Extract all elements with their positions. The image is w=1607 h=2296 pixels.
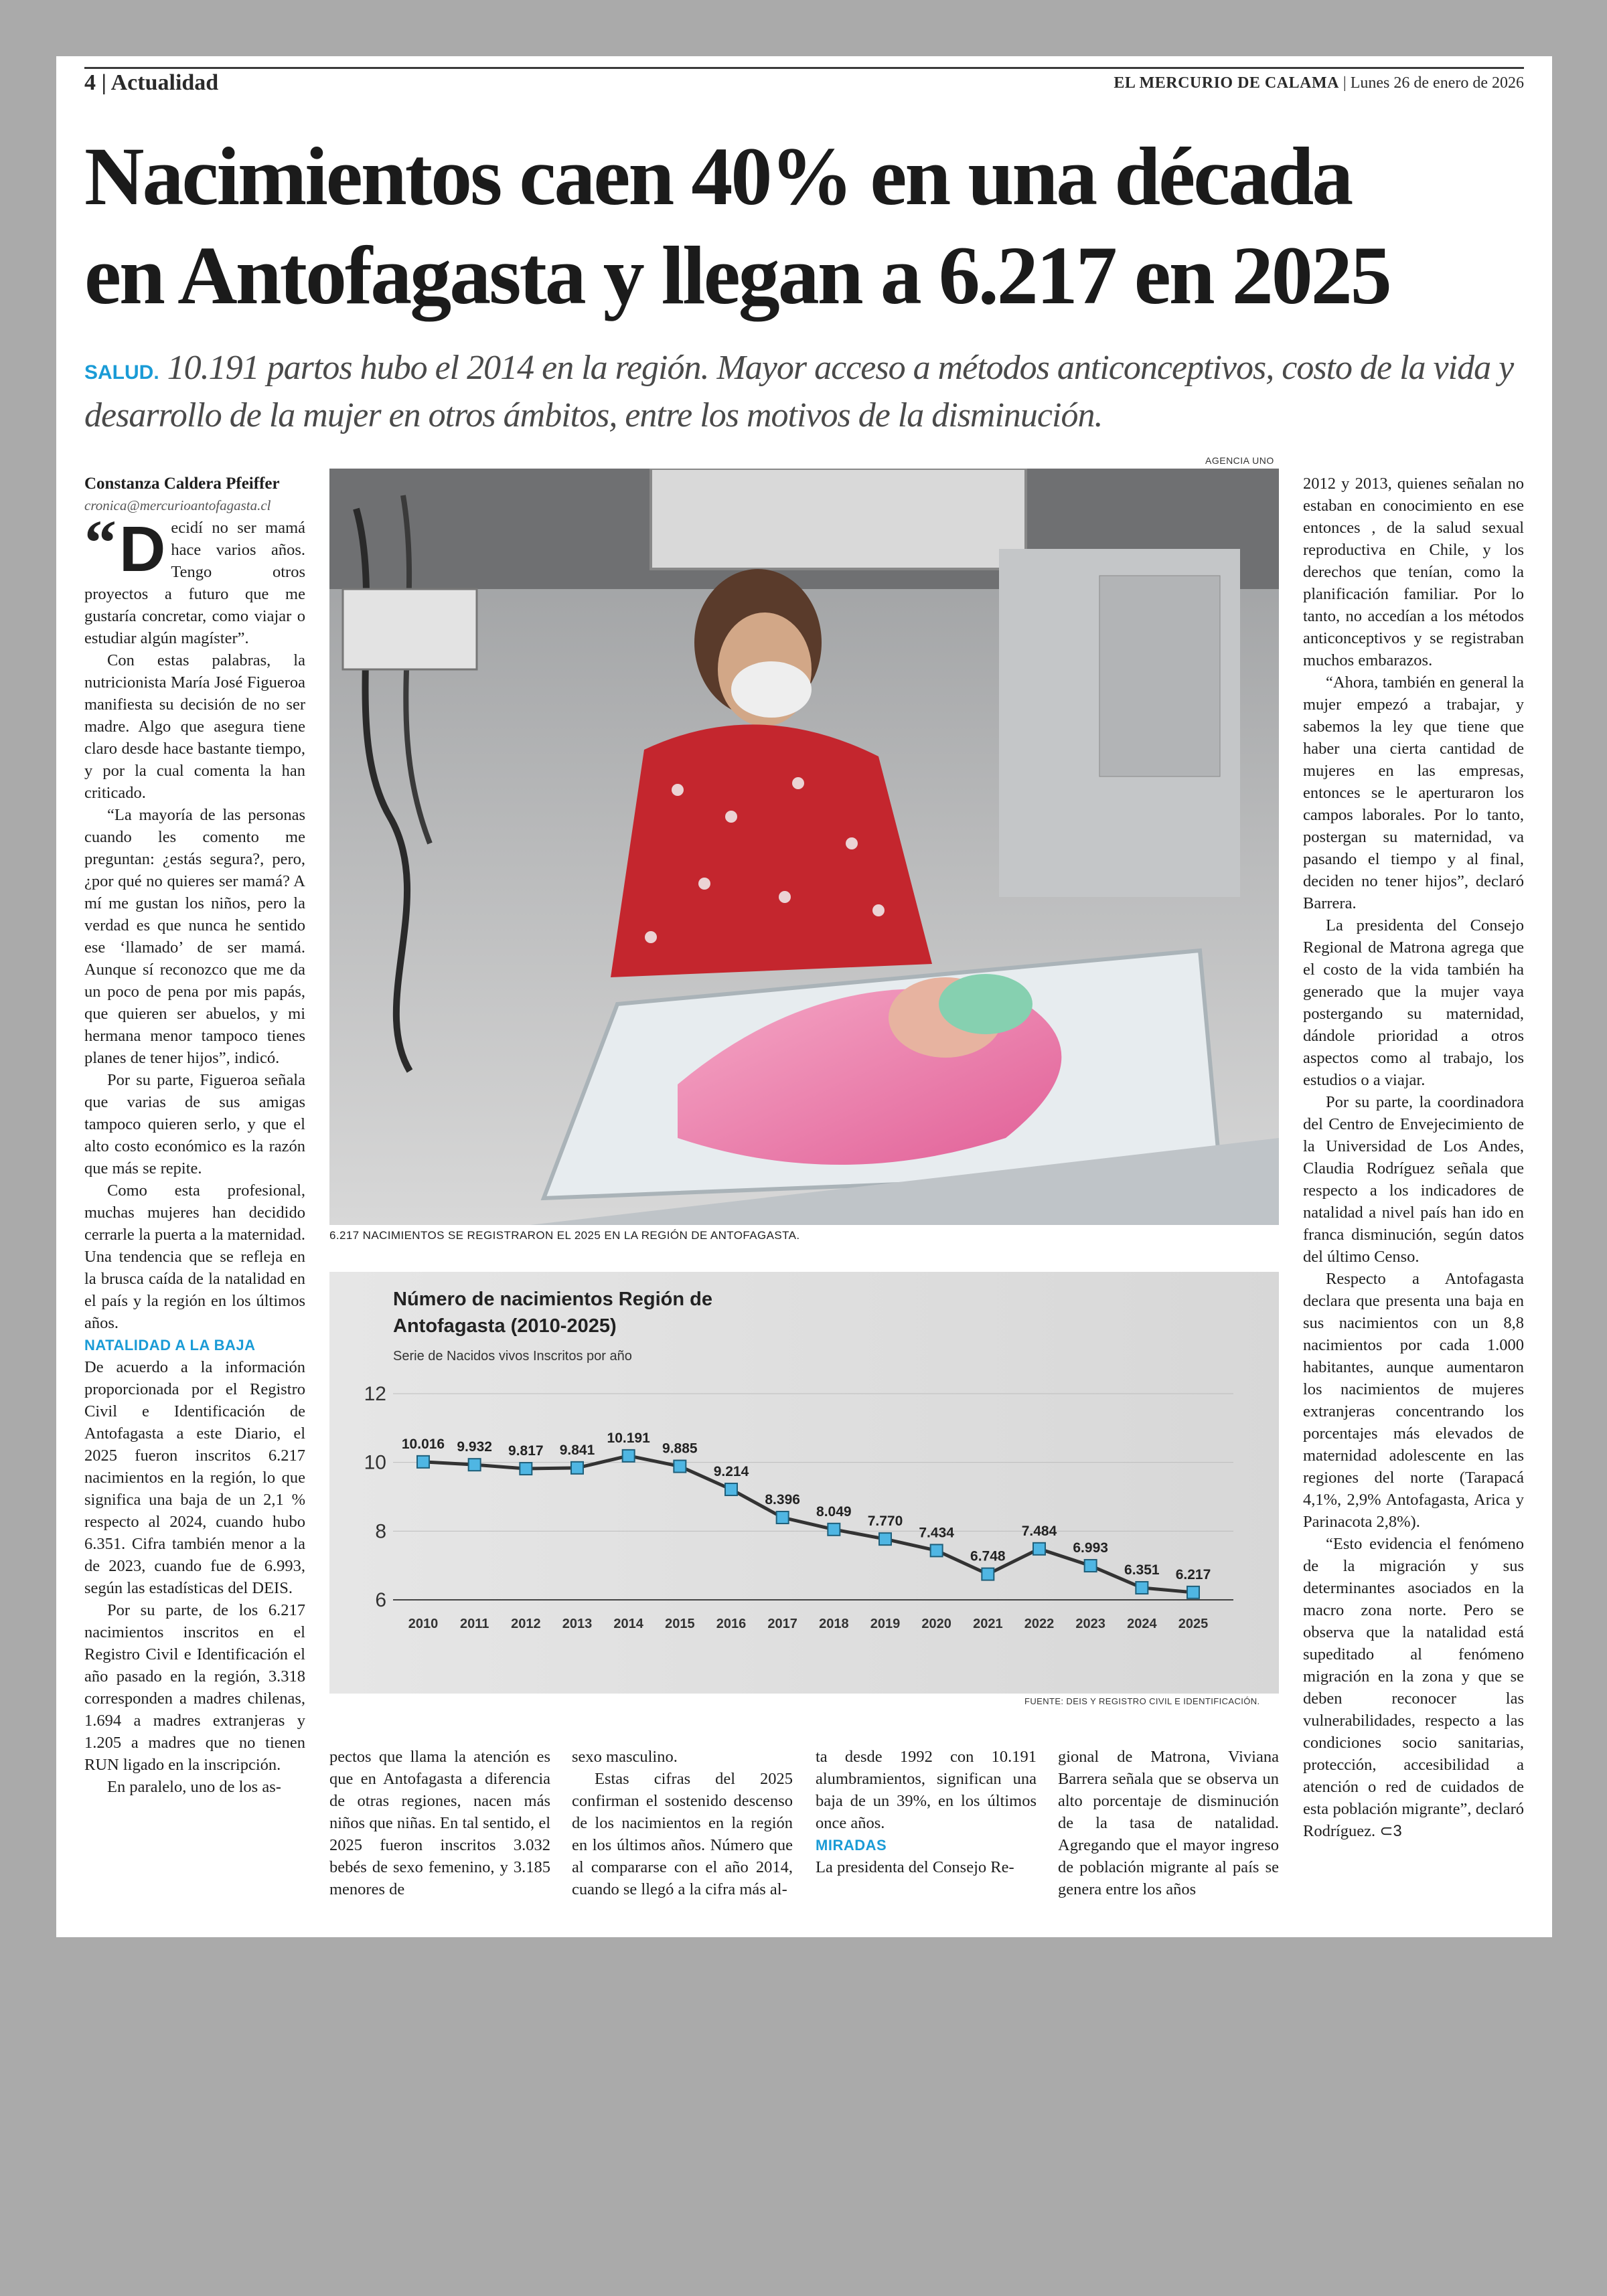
paragraph: Con estas palabras, la nutricionista María José Figueroa manifiesta su decisión de no ser madre. Algo que asegura tiene claro desde hace bastante tiempo, y por la cual comenta la han criticado. — [84, 651, 305, 802]
paragraph: En paralelo, uno de los as- — [107, 1778, 281, 1796]
byline-email: cronica@mercurioantofagasta.cl — [84, 497, 271, 513]
births-line-chart — [329, 1272, 1279, 1694]
data-label: 9.932 — [457, 1439, 492, 1455]
x-tick-label: 2023 — [1075, 1617, 1105, 1631]
x-tick-label: 2017 — [767, 1617, 797, 1631]
photo-credit: AGENCIA UNO — [1205, 455, 1274, 466]
lead-paragraph — [84, 507, 305, 649]
section-name: Actualidad — [110, 70, 219, 95]
paragraph: “Ahora, también en general la mujer empezó a trabajar, y sabemos la ley que tiene que haber una cierta cantidad de mujeres en las empresas, entonces se le aperturaron los campos laborales. Por lo tanto, postergan su maternidad, va pasando el tiempo y al final, deciden no tener hijos”, declaró Barrera. — [1303, 673, 1524, 912]
subsection-heading: MIRADAS — [816, 1837, 887, 1854]
column-6 — [1303, 473, 1524, 1842]
x-tick-label: 2025 — [1178, 1617, 1209, 1631]
drop-cap: D — [119, 513, 166, 585]
chart-subtitle: Serie de Nacidos vivos Inscritos por año — [393, 1349, 632, 1364]
end-mark: ⊂3 — [1379, 1822, 1402, 1840]
data-label: 10.016 — [401, 1436, 445, 1452]
chart-title-line-1: Número de nacimientos Región de — [393, 1289, 712, 1310]
data-label: 6.351 — [1124, 1562, 1160, 1578]
page-header — [84, 67, 1524, 98]
births-chart — [329, 1272, 1279, 1694]
x-tick-label: 2020 — [921, 1617, 951, 1631]
paragraph: gional de Matrona, Viviana Barrera señala que se observa un alto porcentaje de disminución de la tasa de natalidad. Agregando que el mayor ingreso de población migrante al país se genera entre los años — [1058, 1748, 1279, 1898]
data-label: 9.841 — [559, 1442, 595, 1458]
data-label: 7.770 — [867, 1513, 903, 1530]
x-tick-label: 2021 — [973, 1617, 1003, 1631]
data-point — [1187, 1586, 1199, 1598]
x-tick-label: 2022 — [1024, 1617, 1055, 1631]
x-tick-label: 2012 — [511, 1617, 541, 1631]
paragraph: Respecto a Antofagasta declara que presenta una baja en sus nacimientos con un 8,8 nacimientos por cada 1.000 habitantes, aunque aumentaron los nacimientos de mujeres extranjeras concentrando los porcentajes más elevados de maternidad adolescente en las regiones del norte (Tarapacá 4,1%, 2,9% Antofagasta, Arica y Parinacota 2,8%). — [1303, 1270, 1524, 1531]
y-tick-label: 8 — [375, 1520, 386, 1543]
x-tick-label: 2016 — [716, 1617, 747, 1631]
column-4 — [816, 1746, 1037, 1878]
x-tick-label: 2018 — [819, 1617, 849, 1631]
x-tick-label: 2011 — [459, 1617, 489, 1631]
paper-name: EL MERCURIO DE CALAMA — [1114, 74, 1339, 92]
masthead: EL MERCURIO DE CALAMA | Lunes 26 de enero de 2026 — [1114, 74, 1524, 92]
data-label: 6.993 — [1073, 1540, 1108, 1556]
data-point — [623, 1450, 635, 1462]
paragraph: La presidenta del Consejo Regional de Matrona agrega que el costo de la vida también ha generado que la mujer vaya postergando su maternidad, dándole prioridad a otros aspectos como al trabajo, los estudios o a viajar. — [1303, 916, 1524, 1089]
paragraph: Estas cifras del 2025 confirman el sostenido descenso de los nacimientos en la región en los últimos años. Número que al compararse con el año 2014, cuando se llegó a la cifra más al- — [572, 1770, 793, 1898]
y-tick-label: 6 — [375, 1589, 386, 1611]
data-point — [1033, 1543, 1045, 1555]
paragraph: 2012 y 2013, quienes señalan no estaban en conocimiento en ese entonces , de la salud sexual reproductiva en Chile, y los derechos que tenían, como la planificación familiar. Por lo tanto, no accedían a los métodos anticonceptivos y se registraban muchos embarazos. — [1303, 475, 1524, 669]
x-tick-label: 2015 — [665, 1617, 695, 1631]
x-tick-label: 2019 — [870, 1617, 901, 1631]
data-point — [417, 1456, 429, 1468]
data-label: 7.434 — [919, 1525, 954, 1541]
series-line — [423, 1456, 1193, 1592]
paragraph: ecidí no ser mamá hace varios años. Tengo otros proyectos a futuro que me gustaría concretar, como viajar o estudiar algún magíster”. — [84, 519, 305, 647]
data-point — [1136, 1582, 1148, 1594]
data-point — [777, 1511, 789, 1524]
headline — [84, 127, 1524, 325]
paragraph: La presidenta del Consejo Re- — [816, 1858, 1014, 1876]
data-point — [520, 1463, 532, 1475]
data-point — [469, 1459, 481, 1471]
nursery-illustration — [329, 469, 1279, 1225]
column-2 — [329, 1746, 550, 1900]
subheadline — [84, 347, 1524, 437]
paragraph: De acuerdo a la información proporcionada por el Registro Civil e Identificación de Antofagasta a este Diario, el 2025 fueron inscritos 6.217 nacimientos en la región, lo que significa una baja de un 2,1 % respecto al 2024, cuando hubo 6.351. Cifra también menor a la de 2023, cuando fue de 6.993, según las estadísticas del DEIS. — [84, 1358, 305, 1597]
data-point — [571, 1462, 583, 1474]
x-tick-label: 2024 — [1127, 1617, 1157, 1631]
data-label: 8.049 — [816, 1503, 852, 1520]
column-5 — [1058, 1746, 1279, 1900]
subsection-heading: NATALIDAD A LA BAJA — [84, 1337, 256, 1354]
data-point — [725, 1483, 737, 1495]
byline-author: Constanza Caldera Pfeiffer — [84, 475, 280, 493]
photo-caption: 6.217 NACIMIENTOS SE REGISTRARON EL 2025 EN LA REGIÓN DE ANTOFAGASTA. — [329, 1229, 800, 1242]
subhead-tag: SALUD. — [84, 361, 159, 384]
chart-source: FUENTE: DEIS Y REGISTRO CIVIL E IDENTIFICACIÓN. — [1024, 1696, 1260, 1706]
paragraph: Por su parte, de los 6.217 nacimientos inscritos en el Registro Civil e Identificación el año pasado en la región, 3.318 corresponden a madres chilenas, 1.694 a madres extranjeras y 1.205 a madres que no tienen RUN ligado en la inscripción. — [84, 1601, 305, 1774]
data-label: 7.484 — [1021, 1523, 1057, 1539]
data-label: 8.396 — [765, 1492, 800, 1508]
data-point — [828, 1524, 840, 1536]
paragraph — [1303, 1533, 1524, 1842]
data-label: 9.214 — [713, 1464, 749, 1480]
section-label: 4 | Actualidad — [84, 70, 219, 95]
paragraph: Como esta profesional, muchas mujeres han decidido cerrarle la puerta a la maternidad. Una tendencia que se refleja en la brusca caída de la natalidad en el país y la región en los últimos años. — [84, 1181, 305, 1332]
data-label: 9.817 — [508, 1443, 544, 1459]
paragraph-text: “Esto evidencia el fenómeno de la migración y sus determinantes asociados en la macro zona norte. Pero se observa que la natalidad está supeditado al fenómeno migración en la zona y que se deben reconocer las vulnerabilidades, respecto a las condiciones socio sanitarias, protección, accesibilidad a atención o red de cuidados de esta población migrante”, declaró Rodríguez. — [1303, 1535, 1524, 1840]
data-label: 9.885 — [662, 1441, 698, 1457]
paragraph: Por su parte, la coordinadora del Centro de Envejecimiento de la Universidad de Los Andes, Claudia Rodríguez señala que respecto a los indicadores de natalidad a nivel país han ido en franca disminución, según datos del último Censo. — [1303, 1093, 1524, 1266]
paragraph: Por su parte, Figueroa señala que varias de sus amigas tampoco quieren serlo, y que el alto costo económico es la razón que más se repite. — [84, 1071, 305, 1177]
x-tick-label: 2014 — [613, 1617, 643, 1631]
column-3 — [572, 1746, 793, 1900]
data-label: 6.748 — [970, 1548, 1006, 1564]
y-tick-label: 10 — [364, 1451, 386, 1474]
paragraph: pectos que llama la atención es que en Antofagasta a diferencia de otras regiones, nacen más niños que niñas. En tal sentido, el 2025 fueron inscritos 3.032 bebés de sexo femenino, y 3.185 menores de — [329, 1748, 550, 1898]
headline-line-2: en Antofagasta y llegan a 6.217 en 2025 — [84, 230, 1390, 321]
data-point — [931, 1544, 943, 1556]
paragraph: ta desde 1992 con 10.191 alumbramientos, significan una baja de un 39%, en los últimos once años. — [816, 1748, 1037, 1832]
y-tick-label: 12 — [364, 1383, 386, 1405]
headline-line-1: Nacimientos caen 40% en una década — [84, 131, 1352, 222]
data-label: 10.191 — [607, 1430, 650, 1446]
news-photo — [329, 469, 1279, 1225]
data-point — [1085, 1560, 1097, 1572]
chart-title-line-2: Antofagasta (2010-2025) — [393, 1315, 617, 1337]
column-1 — [84, 473, 305, 1798]
data-point — [879, 1533, 891, 1545]
data-label: 6.217 — [1175, 1566, 1211, 1582]
data-point — [982, 1568, 994, 1580]
subhead-text: 10.191 partos hubo el 2014 en la región. Mayor acceso a métodos anticonceptivos, costo de la vida y desarrollo de la mujer en otros ámbitos, entre los motivos de la disminución. — [84, 349, 1514, 434]
x-tick-label: 2010 — [408, 1617, 439, 1631]
opening-quote: “ — [84, 507, 117, 578]
page-number: 4 — [84, 70, 96, 95]
paragraph: “La mayoría de las personas cuando les comento me preguntan: ¿estás segura?, pero, ¿por qué no quieres ser mamá? A mí me gustan los niños, pero la verdad es que nunca he sentido ese ‘llamado’ de ser mamá. Aunque sí reconozco que me da un poco de pena por mis papás, que quieren ser abuelos, y mi hermana menor tampoco tienes planes de tener hijos”, indicó. — [84, 806, 305, 1067]
data-point — [674, 1461, 686, 1473]
issue-date: Lunes 26 de enero de 2026 — [1350, 74, 1524, 92]
paragraph: sexo masculino. — [572, 1748, 678, 1766]
x-tick-label: 2013 — [562, 1617, 593, 1631]
